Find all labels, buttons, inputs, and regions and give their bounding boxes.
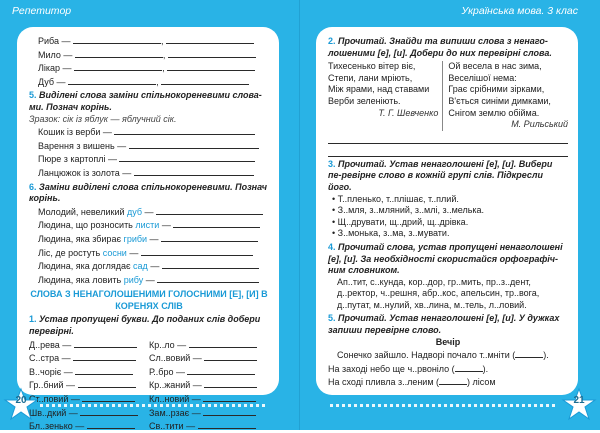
- answer-blank[interactable]: [455, 362, 483, 372]
- item-dash: —: [147, 233, 162, 244]
- item-label: Зам..рзає —: [149, 407, 204, 418]
- task1-item: [29, 365, 149, 379]
- item-label: Р..бро —: [149, 366, 188, 377]
- answer-blank[interactable]: [189, 338, 257, 348]
- word-row: Риба — ,: [29, 34, 269, 48]
- item-label: Молодий, невеликий: [38, 206, 128, 217]
- poem-line: В'ється синіми димками,: [448, 95, 551, 106]
- word-label: Мило —: [38, 49, 75, 60]
- story-close: ).: [482, 363, 489, 374]
- item-label: Шв..дкий —: [29, 407, 81, 418]
- answer-blank[interactable]: [204, 351, 257, 361]
- task4-line: д..путат, м..нулий, хв..лина, м..тель, л..ловий.: [337, 299, 527, 310]
- section-title: СЛОВА З НЕНАГОЛОШЕНИМИ ГОЛОСНИМИ [Е], [И] В КОРЕНЯХ СЛІВ: [30, 289, 268, 311]
- answer-blank[interactable]: [75, 48, 163, 58]
- item-text: Т..пленько, т..плішає, т..плий.: [337, 193, 459, 204]
- story-text: [328, 348, 568, 389]
- task6-heading: 6. Заміни виділені слова спільнокореневими. Познач корінь.: [29, 181, 268, 204]
- poem-rylsky: [443, 61, 568, 131]
- item-dash: —: [159, 220, 174, 231]
- task1-heading: 1. Устав пропущені букви. До поданих слів добери перевірні.: [29, 314, 261, 337]
- task5-item: [29, 139, 269, 153]
- right-page: [316, 27, 578, 395]
- item-label: Ліс, де ростуть: [38, 247, 103, 258]
- page-number-right: 21: [573, 395, 585, 406]
- word-row: Лікар — ,: [29, 61, 269, 75]
- task1-item: [149, 338, 269, 352]
- poem-line: Степи, лани мріють,: [328, 72, 413, 83]
- story-text: На сході пливла з..леним (: [328, 377, 440, 388]
- word-label: Риба —: [38, 36, 73, 46]
- header-right: Українська мова. 3 клас: [461, 5, 578, 17]
- word-row: Мило — ,: [29, 48, 269, 62]
- answer-blank[interactable]: [129, 139, 259, 149]
- item-text: З..монька, з..ма, з..мувати.: [337, 228, 450, 239]
- highlighted-word: рибу: [123, 274, 144, 285]
- answer-line[interactable]: [328, 133, 568, 144]
- answer-blank[interactable]: [161, 75, 249, 85]
- answer-blank[interactable]: [173, 218, 260, 228]
- task1-item: [29, 419, 149, 433]
- answer-blank[interactable]: [156, 205, 263, 215]
- item-label: Д..рева —: [29, 339, 74, 350]
- poem-line: Снігом землю обійма.: [448, 107, 540, 118]
- task6-item: [29, 259, 269, 273]
- task1-left-column: [29, 338, 149, 433]
- item-text: Щ..друвати, щ..дрий, щ..дрівка.: [337, 216, 469, 227]
- answer-blank[interactable]: [134, 166, 254, 176]
- spine-line: [299, 0, 300, 430]
- header-left: Репетитор: [12, 5, 72, 17]
- answer-blank[interactable]: [161, 232, 258, 242]
- answer-blank[interactable]: [68, 75, 156, 85]
- answer-blank[interactable]: [114, 125, 255, 135]
- task1-item: [149, 378, 269, 392]
- item-label: Св..тити —: [149, 421, 198, 432]
- item-label: В..чоріє —: [29, 366, 76, 377]
- bullet-icon: •: [332, 216, 338, 227]
- task3-list: [328, 194, 568, 240]
- task4-words: [328, 277, 568, 312]
- dotted-line-left: [40, 404, 265, 410]
- poem-line: Тихесенько вітер віє,: [328, 61, 416, 72]
- poem-line: Між ярами, над ставами: [328, 84, 430, 95]
- answer-blank[interactable]: [75, 365, 133, 375]
- item-label: Кошик із верби —: [38, 127, 115, 138]
- highlighted-word: гриби: [123, 233, 148, 244]
- answer-blank[interactable]: [73, 34, 161, 44]
- answer-blank[interactable]: [203, 392, 256, 402]
- task3-item: [328, 205, 568, 217]
- bullet-icon: •: [332, 193, 338, 204]
- poem-line: Грає срібними зірками,: [448, 84, 545, 95]
- answer-blank[interactable]: [167, 61, 255, 71]
- item-label: Кр..ло —: [149, 339, 189, 350]
- item-label: Ст..повий —: [29, 394, 83, 405]
- item-label: Людина, яка доглядає: [38, 261, 134, 272]
- task6-item: [29, 246, 269, 260]
- poem2-author: М. Рильський: [511, 119, 568, 130]
- task1-item: [29, 351, 149, 365]
- story-tail: ) лісом: [467, 377, 496, 388]
- highlighted-word: листи: [135, 220, 160, 231]
- words-top-list: [29, 34, 269, 88]
- item-label: Людина, яка ловить: [38, 274, 124, 285]
- item-label: Пюре з картоплі —: [38, 154, 120, 165]
- item-label: Ланцюжок із золота —: [38, 167, 134, 178]
- poems: [328, 61, 568, 131]
- item-label: Варення з вишень —: [38, 140, 129, 151]
- answer-blank[interactable]: [87, 419, 135, 429]
- task5-item: [29, 125, 269, 139]
- item-dash: —: [142, 206, 157, 217]
- task5-sample: Зразок: сік із яблук — яблучний сік.: [29, 113, 177, 124]
- answer-blank[interactable]: [74, 338, 137, 348]
- poem-line: Веселішої нема:: [448, 72, 517, 83]
- item-label: Людина, що розносить: [38, 220, 136, 231]
- bullet-icon: •: [332, 228, 338, 239]
- answer-blank[interactable]: [168, 48, 256, 58]
- item-dash: —: [143, 274, 158, 285]
- story-line: [328, 362, 568, 376]
- answer-blank[interactable]: [73, 351, 136, 361]
- task6-item: [29, 273, 269, 287]
- item-label: Людина, яка збирає: [38, 233, 124, 244]
- task5-heading: 5. Виділені слова заміни спільнокореневими слова-ми. Познач корінь.: [29, 90, 262, 112]
- page-number-left: 20: [15, 395, 27, 406]
- story-close: ).: [543, 350, 549, 361]
- answer-blank[interactable]: [78, 378, 136, 388]
- answer-blank[interactable]: [439, 375, 467, 385]
- task4-line: д..ректор, ч..решня, абр..кос, апельсин, тр..вога,: [337, 288, 540, 299]
- task6-item: [29, 232, 269, 246]
- item-label: Гр..бний —: [29, 380, 78, 391]
- task5-item: [29, 152, 269, 166]
- answer-blank[interactable]: [74, 61, 162, 71]
- item-label: С..стра —: [29, 353, 74, 364]
- story-title: Вечір: [435, 336, 461, 347]
- item-label: Бл..зенько —: [29, 421, 87, 432]
- item-text: З..мля, з..мляний, з..млі, з..мелька.: [337, 205, 485, 216]
- answer-blank[interactable]: [166, 34, 254, 44]
- bullet-icon: •: [332, 205, 338, 216]
- task5r-heading: 5. Прочитай. Устав ненаголошені [е], [и]. У дужках запиши перевірне слово.: [328, 313, 560, 336]
- item-dash: —: [147, 261, 162, 272]
- story-line: [328, 348, 568, 362]
- word-row: Дуб — ,: [29, 75, 269, 89]
- task6-list: [29, 205, 269, 287]
- task4-heading: 4. Прочитай слова, устав пропущені ненаголошені [е], [и]. За необхідності скористайся орфографіч-ним словником.: [328, 241, 563, 276]
- poem-line: Ой весела в нас зима,: [448, 61, 542, 72]
- task3-heading: 3. Прочитай. Устав ненаголошені [е], [и]. Вибери пе-ревірне слово в кожній групі слів. Підкресли його.: [328, 158, 553, 192]
- story-line: [328, 375, 568, 389]
- word-label: Дуб —: [38, 76, 69, 87]
- task1-item: [149, 419, 269, 433]
- task3-item: [328, 194, 568, 206]
- answer-blank[interactable]: [187, 365, 255, 375]
- answer-blank[interactable]: [141, 246, 253, 256]
- task5-item: [29, 166, 269, 180]
- task6-item: [29, 205, 269, 219]
- task3-item: [328, 217, 568, 229]
- answer-blank[interactable]: [119, 152, 255, 162]
- item-label: Кл..новий —: [149, 394, 204, 405]
- answer-line[interactable]: [328, 146, 568, 157]
- dotted-line-right: [330, 404, 555, 410]
- task2-heading: 2. Прочитай. Знайди та випиши слова з ненаго-лошеними [е], [и]. Добери до них перевірні слова.: [328, 36, 552, 58]
- highlighted-word: сад: [133, 261, 148, 272]
- answer-blank[interactable]: [515, 348, 543, 358]
- task1-grid: [29, 338, 269, 433]
- task5-list: [29, 125, 269, 179]
- answer-blank[interactable]: [198, 419, 256, 429]
- answer-blank[interactable]: [162, 259, 259, 269]
- task3-item: [328, 228, 568, 240]
- task1-item: [149, 365, 269, 379]
- item-label: Кр..жаний —: [149, 380, 205, 391]
- item-label: Сл..вовий —: [149, 353, 205, 364]
- story-text: Сонечко зайшло. Надворі почало т..мніти (: [337, 350, 516, 361]
- item-dash: —: [126, 247, 141, 258]
- task1-item: [29, 378, 149, 392]
- task1-right-column: [149, 338, 269, 433]
- task1-item: [29, 338, 149, 352]
- task1-item: [149, 351, 269, 365]
- answer-blank[interactable]: [204, 378, 257, 388]
- task6-item: [29, 218, 269, 232]
- poem-line: Верби зеленіють.: [328, 95, 401, 106]
- answer-blank[interactable]: [82, 392, 135, 402]
- poem-shevchenko: [328, 61, 443, 131]
- task4-line: Ап..тит, с..кунда, кор..дор, гр..мить, пр..з..дент,: [337, 276, 531, 287]
- highlighted-word: дуб: [127, 206, 143, 217]
- word-label: Лікар —: [38, 63, 75, 74]
- story-text: На заході небо ще ч..рвоніло (: [328, 363, 455, 374]
- highlighted-word: сосни: [102, 247, 127, 258]
- poem1-author: Т. Г. Шевченко: [378, 107, 439, 118]
- answer-blank[interactable]: [157, 273, 259, 283]
